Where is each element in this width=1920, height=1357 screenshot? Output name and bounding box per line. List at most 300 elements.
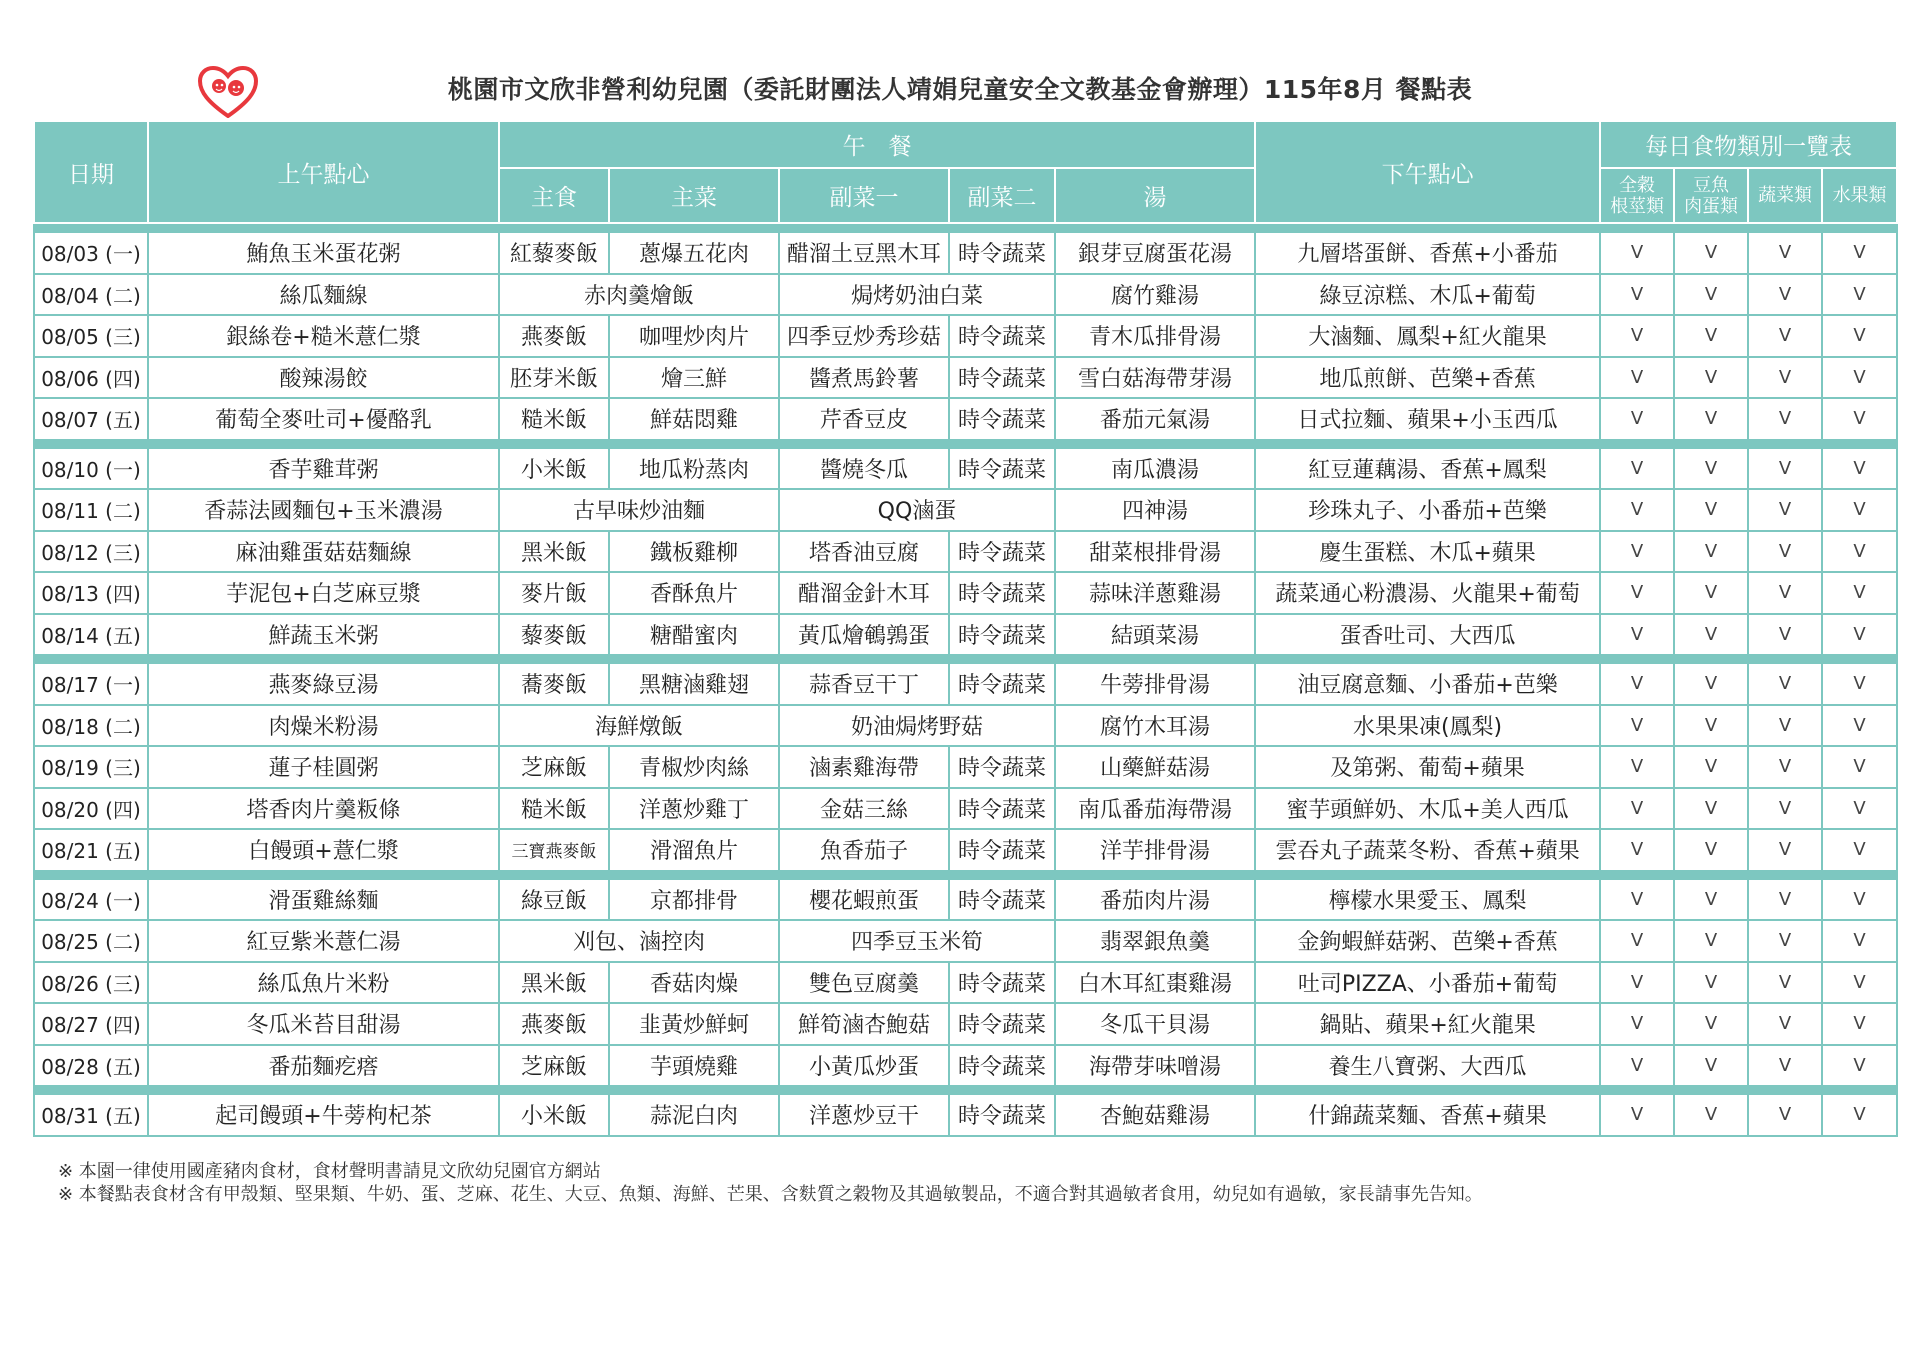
protein-check-cell: V [1674, 614, 1748, 656]
table-row [34, 357, 1897, 399]
header-separator [34, 223, 1897, 232]
side-dish-1-cell: 塔香油豆腐 [779, 531, 949, 573]
grain-check-cell: V [1600, 920, 1674, 962]
morning-snack-cell: 香芋雞茸粥 [148, 448, 499, 490]
afternoon-snack-cell: 鍋貼、蘋果+紅火龍果 [1255, 1003, 1600, 1045]
afternoon-snack-cell: 水果果凍(鳳梨) [1255, 705, 1600, 747]
header-grain-line1: 全穀 [1619, 174, 1656, 196]
afternoon-snack-cell: 檸檬水果愛玉、鳳梨 [1255, 879, 1600, 921]
vegetable-check-cell: V [1748, 879, 1822, 921]
grain-check-cell: V [1600, 962, 1674, 1004]
table-row [34, 746, 1897, 788]
morning-snack-cell: 燕麥綠豆湯 [148, 663, 499, 705]
side-dish-1-cell: 小黃瓜炒蛋 [779, 1045, 949, 1087]
protein-check-cell: V [1674, 274, 1748, 316]
week-separator [34, 440, 1897, 448]
morning-snack-cell: 紅豆紫米薏仁湯 [148, 920, 499, 962]
vegetable-check-cell: V [1748, 829, 1822, 871]
staple-cell: 小米飯 [499, 448, 609, 490]
soup-cell: 蒜味洋蔥雞湯 [1055, 572, 1255, 614]
table-row [34, 962, 1897, 1004]
main-dish-cell: 洋蔥炒雞丁 [609, 788, 779, 830]
date-cell: 08/18 (二) [34, 705, 148, 747]
vegetable-check-cell: V [1748, 232, 1822, 274]
soup-cell: 腐竹木耳湯 [1055, 705, 1255, 747]
table-row [34, 232, 1897, 274]
header-side-dish-1: 副菜一 [779, 168, 949, 223]
side-dish-1-cell: 醋溜金針木耳 [779, 572, 949, 614]
header-food-groups: 每日食物類別一覽表 [1600, 121, 1897, 168]
footnote-pork: ※ 本園一律使用國產豬肉食材，食材聲明書請見文欣幼兒園官方網站 [58, 1161, 601, 1182]
staple-cell: 蕎麥飯 [499, 663, 609, 705]
protein-check-cell: V [1674, 1094, 1748, 1136]
date-cell: 08/14 (五) [34, 614, 148, 656]
staple-cell: 芝麻飯 [499, 1045, 609, 1087]
side-dish-2-cell: 時令蔬菜 [949, 614, 1055, 656]
side-dish-2-cell: 時令蔬菜 [949, 357, 1055, 399]
morning-snack-cell: 番茄麵疙瘩 [148, 1045, 499, 1087]
afternoon-snack-cell: 及第粥、葡萄+蘋果 [1255, 746, 1600, 788]
afternoon-snack-cell: 綠豆涼糕、木瓜+葡萄 [1255, 274, 1600, 316]
afternoon-snack-cell: 珍珠丸子、小番茄+芭樂 [1255, 489, 1600, 531]
lunch-combined-main-cell: 古早味炒油麵 [499, 489, 779, 531]
table-row [34, 614, 1897, 656]
soup-cell: 雪白菇海帶芽湯 [1055, 357, 1255, 399]
morning-snack-cell: 白饅頭+薏仁漿 [148, 829, 499, 871]
table-row [34, 920, 1897, 962]
date-cell: 08/04 (二) [34, 274, 148, 316]
afternoon-snack-cell: 雲吞丸子蔬菜冬粉、香蕉+蘋果 [1255, 829, 1600, 871]
vegetable-check-cell: V [1748, 663, 1822, 705]
morning-snack-cell: 芋泥包+白芝麻豆漿 [148, 572, 499, 614]
vegetable-check-cell: V [1748, 705, 1822, 747]
side-dish-1-cell: 鮮筍滷杏鮑菇 [779, 1003, 949, 1045]
morning-snack-cell: 葡萄全麥吐司+優酪乳 [148, 398, 499, 440]
side-dish-1-cell: 雙色豆腐羹 [779, 962, 949, 1004]
fruit-check-cell: V [1822, 398, 1897, 440]
grain-check-cell: V [1600, 879, 1674, 921]
soup-cell: 冬瓜干貝湯 [1055, 1003, 1255, 1045]
separator-cell [34, 655, 1897, 663]
side-dish-1-cell: 四季豆炒秀珍菇 [779, 315, 949, 357]
afternoon-snack-cell: 什錦蔬菜麵、香蕉+蘋果 [1255, 1094, 1600, 1136]
table-row [34, 788, 1897, 830]
afternoon-snack-cell: 蔬菜通心粉濃湯、火龍果+葡萄 [1255, 572, 1600, 614]
date-cell: 08/20 (四) [34, 788, 148, 830]
date-cell: 08/07 (五) [34, 398, 148, 440]
grain-check-cell: V [1600, 1003, 1674, 1045]
side-dish-1-cell: 醋溜土豆黑木耳 [779, 232, 949, 274]
meal-table-body [34, 223, 1897, 1136]
morning-snack-cell: 絲瓜麵線 [148, 274, 499, 316]
lunch-combined-side-cell: 奶油焗烤野菇 [779, 705, 1055, 747]
week-separator [34, 1086, 1897, 1094]
table-row [34, 1003, 1897, 1045]
main-dish-cell: 芋頭燒雞 [609, 1045, 779, 1087]
side-dish-1-cell: 醬煮馬鈴薯 [779, 357, 949, 399]
fruit-check-cell: V [1822, 746, 1897, 788]
soup-cell: 腐竹雞湯 [1055, 274, 1255, 316]
grain-check-cell: V [1600, 232, 1674, 274]
vegetable-check-cell: V [1748, 357, 1822, 399]
staple-cell: 糙米飯 [499, 398, 609, 440]
side-dish-2-cell: 時令蔬菜 [949, 663, 1055, 705]
fruit-check-cell: V [1822, 962, 1897, 1004]
header-side-dish-2: 副菜二 [949, 168, 1055, 223]
page-title: 桃園市文欣非營利幼兒園（委託財團法人靖娟兒童安全文教基金會辦理）115年8月 餐點表 [447, 75, 1473, 104]
header-main-dish: 主菜 [609, 168, 779, 223]
vegetable-check-cell: V [1748, 398, 1822, 440]
table-row [34, 1094, 1897, 1136]
date-cell: 08/19 (三) [34, 746, 148, 788]
header-afternoon-snack: 下午點心 [1255, 121, 1600, 223]
soup-cell: 甜菜根排骨湯 [1055, 531, 1255, 573]
soup-cell: 番茄肉片湯 [1055, 879, 1255, 921]
side-dish-2-cell: 時令蔬菜 [949, 962, 1055, 1004]
fruit-check-cell: V [1822, 489, 1897, 531]
footnote-allergen: ※ 本餐點表食材含有甲殼類、堅果類、牛奶、蛋、芝麻、花生、大豆、魚類、海鮮、芒果、含麩質之穀物及其過敏製品，不適合對其過敏者食用，幼兒如有過敏，家長請事先告知。 [58, 1184, 1483, 1205]
soup-cell: 南瓜濃湯 [1055, 448, 1255, 490]
side-dish-2-cell: 時令蔬菜 [949, 829, 1055, 871]
vegetable-check-cell: V [1748, 1003, 1822, 1045]
fruit-check-cell: V [1822, 1003, 1897, 1045]
morning-snack-cell: 蓮子桂圓粥 [148, 746, 499, 788]
lunch-combined-side-cell: 四季豆玉米筍 [779, 920, 1055, 962]
separator-cell [34, 871, 1897, 879]
date-cell: 08/11 (二) [34, 489, 148, 531]
morning-snack-cell: 冬瓜米苔目甜湯 [148, 1003, 499, 1045]
header-staple: 主食 [499, 168, 609, 223]
side-dish-2-cell: 時令蔬菜 [949, 315, 1055, 357]
side-dish-2-cell: 時令蔬菜 [949, 572, 1055, 614]
soup-cell: 南瓜番茄海帶湯 [1055, 788, 1255, 830]
separator-cell [34, 223, 1897, 232]
header-vegetable: 蔬菜類 [1748, 168, 1822, 223]
staple-cell: 小米飯 [499, 1094, 609, 1136]
side-dish-2-cell: 時令蔬菜 [949, 746, 1055, 788]
grain-check-cell: V [1600, 614, 1674, 656]
grain-check-cell: V [1600, 572, 1674, 614]
vegetable-check-cell: V [1748, 614, 1822, 656]
soup-cell: 洋芋排骨湯 [1055, 829, 1255, 871]
separator-cell [34, 440, 1897, 448]
grain-check-cell: V [1600, 531, 1674, 573]
table-row [34, 879, 1897, 921]
main-dish-cell: 香酥魚片 [609, 572, 779, 614]
fruit-check-cell: V [1822, 448, 1897, 490]
protein-check-cell: V [1674, 1003, 1748, 1045]
date-cell: 08/26 (三) [34, 962, 148, 1004]
vegetable-check-cell: V [1748, 489, 1822, 531]
morning-snack-cell: 絲瓜魚片米粉 [148, 962, 499, 1004]
fruit-check-cell: V [1822, 920, 1897, 962]
date-cell: 08/25 (二) [34, 920, 148, 962]
fruit-check-cell: V [1822, 232, 1897, 274]
grain-check-cell: V [1600, 489, 1674, 531]
vegetable-check-cell: V [1748, 274, 1822, 316]
table-row [34, 489, 1897, 531]
table-row [34, 572, 1897, 614]
afternoon-snack-cell: 地瓜煎餅、芭樂+香蕉 [1255, 357, 1600, 399]
fruit-check-cell: V [1822, 1045, 1897, 1087]
grain-check-cell: V [1600, 274, 1674, 316]
staple-cell: 三寶燕麥飯 [499, 829, 609, 871]
main-dish-cell: 黑糖滷雞翅 [609, 663, 779, 705]
grain-check-cell: V [1600, 357, 1674, 399]
staple-cell: 麥片飯 [499, 572, 609, 614]
staple-cell: 燕麥飯 [499, 1003, 609, 1045]
protein-check-cell: V [1674, 315, 1748, 357]
morning-snack-cell: 鮮蔬玉米粥 [148, 614, 499, 656]
main-dish-cell: 蔥爆五花肉 [609, 232, 779, 274]
main-dish-cell: 咖哩炒肉片 [609, 315, 779, 357]
grain-check-cell: V [1600, 829, 1674, 871]
morning-snack-cell: 肉燥米粉湯 [148, 705, 499, 747]
side-dish-2-cell: 時令蔬菜 [949, 531, 1055, 573]
header-protein [1674, 168, 1748, 223]
main-dish-cell: 鐵板雞柳 [609, 531, 779, 573]
side-dish-2-cell: 時令蔬菜 [949, 1045, 1055, 1087]
grain-check-cell: V [1600, 746, 1674, 788]
grain-check-cell: V [1600, 398, 1674, 440]
staple-cell: 燕麥飯 [499, 315, 609, 357]
staple-cell: 綠豆飯 [499, 879, 609, 921]
morning-snack-cell: 香蒜法國麵包+玉米濃湯 [148, 489, 499, 531]
protein-check-cell: V [1674, 920, 1748, 962]
side-dish-2-cell: 時令蔬菜 [949, 232, 1055, 274]
afternoon-snack-cell: 養生八寶粥、大西瓜 [1255, 1045, 1600, 1087]
fruit-check-cell: V [1822, 705, 1897, 747]
separator-cell [34, 1086, 1897, 1094]
soup-cell: 白木耳紅棗雞湯 [1055, 962, 1255, 1004]
side-dish-1-cell: 金菇三絲 [779, 788, 949, 830]
lunch-combined-side-cell: 焗烤奶油白菜 [779, 274, 1055, 316]
staple-cell: 黑米飯 [499, 531, 609, 573]
main-dish-cell: 燴三鮮 [609, 357, 779, 399]
main-dish-cell: 青椒炒肉絲 [609, 746, 779, 788]
protein-check-cell: V [1674, 398, 1748, 440]
header-protein-line2: 肉蛋類 [1684, 195, 1739, 217]
vegetable-check-cell: V [1748, 531, 1822, 573]
side-dish-2-cell: 時令蔬菜 [949, 1094, 1055, 1136]
vegetable-check-cell: V [1748, 962, 1822, 1004]
fruit-check-cell: V [1822, 531, 1897, 573]
afternoon-snack-cell: 紅豆蓮藕湯、香蕉+鳳梨 [1255, 448, 1600, 490]
protein-check-cell: V [1674, 879, 1748, 921]
page-header [0, 60, 1920, 120]
fruit-check-cell: V [1822, 614, 1897, 656]
side-dish-2-cell: 時令蔬菜 [949, 788, 1055, 830]
fruit-check-cell: V [1822, 315, 1897, 357]
fruit-check-cell: V [1822, 274, 1897, 316]
date-cell: 08/12 (三) [34, 531, 148, 573]
soup-cell: 青木瓜排骨湯 [1055, 315, 1255, 357]
morning-snack-cell: 滑蛋雞絲麵 [148, 879, 499, 921]
vegetable-check-cell: V [1748, 746, 1822, 788]
staple-cell: 藜麥飯 [499, 614, 609, 656]
afternoon-snack-cell: 日式拉麵、蘋果+小玉西瓜 [1255, 398, 1600, 440]
grain-check-cell: V [1600, 1094, 1674, 1136]
vegetable-check-cell: V [1748, 572, 1822, 614]
date-cell: 08/17 (一) [34, 663, 148, 705]
protein-check-cell: V [1674, 489, 1748, 531]
morning-snack-cell: 麻油雞蛋菇菇麵線 [148, 531, 499, 573]
lunch-combined-side-cell: QQ滷蛋 [779, 489, 1055, 531]
main-dish-cell: 京都排骨 [609, 879, 779, 921]
afternoon-snack-cell: 慶生蛋糕、木瓜+蘋果 [1255, 531, 1600, 573]
staple-cell: 紅藜麥飯 [499, 232, 609, 274]
header-protein-line1: 豆魚 [1693, 174, 1730, 196]
protein-check-cell: V [1674, 232, 1748, 274]
protein-check-cell: V [1674, 572, 1748, 614]
morning-snack-cell: 酸辣湯餃 [148, 357, 499, 399]
table-row [34, 531, 1897, 573]
soup-cell: 番茄元氣湯 [1055, 398, 1255, 440]
grain-check-cell: V [1600, 1045, 1674, 1087]
vegetable-check-cell: V [1748, 1094, 1822, 1136]
protein-check-cell: V [1674, 788, 1748, 830]
vegetable-check-cell: V [1748, 920, 1822, 962]
table-row [34, 398, 1897, 440]
vegetable-check-cell: V [1748, 448, 1822, 490]
staple-cell: 黑米飯 [499, 962, 609, 1004]
staple-cell: 芝麻飯 [499, 746, 609, 788]
side-dish-1-cell: 蒜香豆干丁 [779, 663, 949, 705]
grain-check-cell: V [1600, 705, 1674, 747]
header-grain-line2: 根莖類 [1610, 195, 1665, 217]
side-dish-2-cell: 時令蔬菜 [949, 398, 1055, 440]
week-separator [34, 871, 1897, 879]
protein-check-cell: V [1674, 1045, 1748, 1087]
vegetable-check-cell: V [1748, 788, 1822, 830]
afternoon-snack-cell: 九層塔蛋餅、香蕉+小番茄 [1255, 232, 1600, 274]
side-dish-1-cell: 洋蔥炒豆干 [779, 1094, 949, 1136]
date-cell: 08/21 (五) [34, 829, 148, 871]
side-dish-1-cell: 黃瓜燴鵪鶉蛋 [779, 614, 949, 656]
afternoon-snack-cell: 大滷麵、鳳梨+紅火龍果 [1255, 315, 1600, 357]
table-row [34, 448, 1897, 490]
heart-children-logo-icon [198, 66, 258, 118]
main-dish-cell: 蒜泥白肉 [609, 1094, 779, 1136]
grain-check-cell: V [1600, 788, 1674, 830]
protein-check-cell: V [1674, 705, 1748, 747]
afternoon-snack-cell: 吐司PIZZA、小番茄+葡萄 [1255, 962, 1600, 1004]
main-dish-cell: 糖醋蜜肉 [609, 614, 779, 656]
soup-cell: 翡翠銀魚羹 [1055, 920, 1255, 962]
soup-cell: 杏鮑菇雞湯 [1055, 1094, 1255, 1136]
date-cell: 08/10 (一) [34, 448, 148, 490]
fruit-check-cell: V [1822, 879, 1897, 921]
lunch-combined-main-cell: 赤肉羹燴飯 [499, 274, 779, 316]
date-cell: 08/03 (一) [34, 232, 148, 274]
side-dish-1-cell: 醬燒冬瓜 [779, 448, 949, 490]
soup-cell: 牛蒡排骨湯 [1055, 663, 1255, 705]
staple-cell: 糙米飯 [499, 788, 609, 830]
table-row [34, 663, 1897, 705]
side-dish-2-cell: 時令蔬菜 [949, 448, 1055, 490]
table-row [34, 274, 1897, 316]
staple-cell: 胚芽米飯 [499, 357, 609, 399]
date-cell: 08/13 (四) [34, 572, 148, 614]
lunch-combined-main-cell: 海鮮燉飯 [499, 705, 779, 747]
date-cell: 08/06 (四) [34, 357, 148, 399]
header-morning-snack: 上午點心 [148, 121, 499, 223]
side-dish-1-cell: 櫻花蝦煎蛋 [779, 879, 949, 921]
fruit-check-cell: V [1822, 357, 1897, 399]
side-dish-1-cell: 芹香豆皮 [779, 398, 949, 440]
table-row [34, 829, 1897, 871]
main-dish-cell: 滑溜魚片 [609, 829, 779, 871]
footnotes [58, 1160, 1858, 1206]
protein-check-cell: V [1674, 746, 1748, 788]
side-dish-2-cell: 時令蔬菜 [949, 879, 1055, 921]
table-row [34, 1045, 1897, 1087]
header-soup: 湯 [1055, 168, 1255, 223]
week-separator [34, 655, 1897, 663]
protein-check-cell: V [1674, 531, 1748, 573]
grain-check-cell: V [1600, 315, 1674, 357]
soup-cell: 銀芽豆腐蛋花湯 [1055, 232, 1255, 274]
soup-cell: 四神湯 [1055, 489, 1255, 531]
grain-check-cell: V [1600, 448, 1674, 490]
header-fruit: 水果類 [1822, 168, 1897, 223]
afternoon-snack-cell: 油豆腐意麵、小番茄+芭樂 [1255, 663, 1600, 705]
protein-check-cell: V [1674, 962, 1748, 1004]
vegetable-check-cell: V [1748, 1045, 1822, 1087]
table-row [34, 705, 1897, 747]
soup-cell: 結頭菜湯 [1055, 614, 1255, 656]
protein-check-cell: V [1674, 663, 1748, 705]
main-dish-cell: 地瓜粉蒸肉 [609, 448, 779, 490]
header-date: 日期 [34, 121, 148, 223]
soup-cell: 海帶芽味噌湯 [1055, 1045, 1255, 1087]
protein-check-cell: V [1674, 448, 1748, 490]
date-cell: 08/24 (一) [34, 879, 148, 921]
morning-snack-cell: 塔香肉片羹粄條 [148, 788, 499, 830]
date-cell: 08/05 (三) [34, 315, 148, 357]
protein-check-cell: V [1674, 829, 1748, 871]
header-lunch: 午 餐 [499, 121, 1255, 168]
afternoon-snack-cell: 金鉤蝦鮮菇粥、芭樂+香蕉 [1255, 920, 1600, 962]
lunch-combined-main-cell: 刈包、滷控肉 [499, 920, 779, 962]
date-cell: 08/31 (五) [34, 1094, 148, 1136]
fruit-check-cell: V [1822, 829, 1897, 871]
morning-snack-cell: 起司饅頭+牛蒡枸杞茶 [148, 1094, 499, 1136]
main-dish-cell: 香菇肉燥 [609, 962, 779, 1004]
afternoon-snack-cell: 蛋香吐司、大西瓜 [1255, 614, 1600, 656]
vegetable-check-cell: V [1748, 315, 1822, 357]
meal-table-container [33, 120, 1896, 1137]
morning-snack-cell: 銀絲卷+糙米薏仁漿 [148, 315, 499, 357]
fruit-check-cell: V [1822, 1094, 1897, 1136]
date-cell: 08/27 (四) [34, 1003, 148, 1045]
meal-table [33, 120, 1898, 1137]
side-dish-2-cell: 時令蔬菜 [949, 1003, 1055, 1045]
main-dish-cell: 韭黃炒鮮蚵 [609, 1003, 779, 1045]
morning-snack-cell: 鮪魚玉米蛋花粥 [148, 232, 499, 274]
afternoon-snack-cell: 蜜芋頭鮮奶、木瓜+美人西瓜 [1255, 788, 1600, 830]
main-dish-cell: 鮮菇悶雞 [609, 398, 779, 440]
soup-cell: 山藥鮮菇湯 [1055, 746, 1255, 788]
fruit-check-cell: V [1822, 572, 1897, 614]
grain-check-cell: V [1600, 663, 1674, 705]
date-cell: 08/28 (五) [34, 1045, 148, 1087]
protein-check-cell: V [1674, 357, 1748, 399]
fruit-check-cell: V [1822, 788, 1897, 830]
side-dish-1-cell: 滷素雞海帶 [779, 746, 949, 788]
side-dish-1-cell: 魚香茄子 [779, 829, 949, 871]
table-row [34, 315, 1897, 357]
